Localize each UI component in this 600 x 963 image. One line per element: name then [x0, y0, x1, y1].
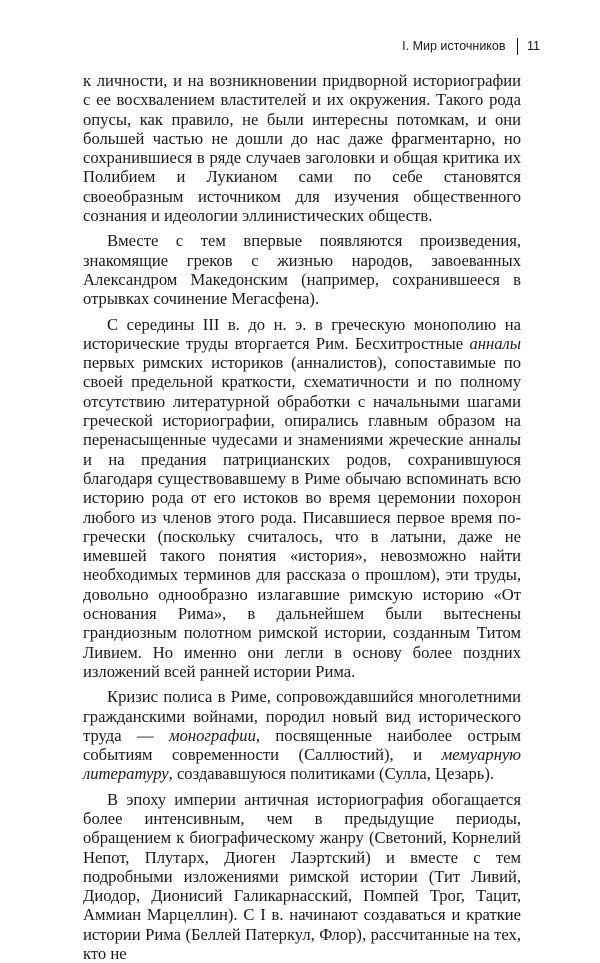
body-text	[83, 71, 521, 963]
paragraph-2: Вместе с тем впервые появляются произведения, знакомящие греков с жизнью народов, завоеванных Александром Македонским (например, сохранившееся в отрывках сочинение Мегасфена).	[83, 231, 521, 309]
paragraph-4-part-1: Кризис полиса в Риме, сопровождавшийся многолетними гражданскими войнами, породил новый вид исторического труда —	[83, 687, 521, 745]
term-annals: анналы	[469, 333, 521, 353]
term-memoirs: мемуарную литературу	[83, 745, 521, 784]
section-title: I. Мир источников	[402, 39, 506, 53]
paragraph-3-part-1: С середины III в. до н. э. в греческую монополию на исторические труды вторгается Рим. Бесхитростные	[83, 314, 521, 353]
paragraph-4	[83, 687, 521, 783]
paragraph-4-part-3: , создававшуюся политиками (Сулла, Цезарь).	[168, 764, 495, 784]
header-divider	[517, 38, 519, 55]
paragraph-4-part-2: , посвященные наиболее острым событиям современности (Саллюстий), и	[83, 725, 522, 765]
paragraph-1: к личности, и на возникновении придворной историографии с ее восхвалением властителей и их окружения. Такого рода опусы, как правило, не были интересны потомкам, и они большей частью не дошли до нас даже фрагментарно, но сохранившиеся в ряде случаев заголовки и общая критика их Полибием и Лукианом сами по себе становятся своеобразным источником для изучения общественного сознания и идеологии эллинистических обществ.	[83, 71, 521, 226]
page-number: 11	[527, 39, 540, 53]
term-monographs: монографии	[169, 725, 256, 745]
paragraph-3	[83, 315, 521, 682]
paragraph-5: В эпоху империи античная историография обогащается более интенсивным, чем в предыдущие периоды, обращением к биографическому жанру (Светоний, Корнелий Непот, Плутарх, Диоген Лаэртский) и вместе с тем подробными изложениями римской истории (Тит Ливий, Диодор, Дионисий Галикарнасский, Помпей Трог, Тацит, Аммиан Марцеллин). С I в. начинают создаваться и краткие истории Рима (Беллей Патеркул, Флор), рассчитанные на тех, кто не	[83, 789, 521, 963]
paragraph-3-part-2: первых римских историков (анналистов), сопоставимые по своей предельной краткости, схематичности и по полному отсутствию литературной обработки с начальными шагами греческой историографии, опирались главным образом на перенасыщенные чудесами и знамениями жреческие анналы и на предания патрицианских родов, сохранившуюся благодаря существовавшему в Риме обычаю вспоминать всю историю рода от его истоков во время церемонии похорон любого из членов этого рода. Писавшиеся первое время по-гречески (поскольку считалось, что в латыни, даже не имевшей такого понятия «история», невозможно найти необходимых терминов для рассказа о прошлом), эти труды, довольно однообразно излагавшие римскую историю «От основания Рима», в дальнейшем были вытеснены грандиозным полотном римской истории, созданным Титом Ливием. Но именно они легли в основу более поздних изложений всей ранней истории Рима.	[83, 353, 521, 681]
running-head	[402, 36, 540, 56]
